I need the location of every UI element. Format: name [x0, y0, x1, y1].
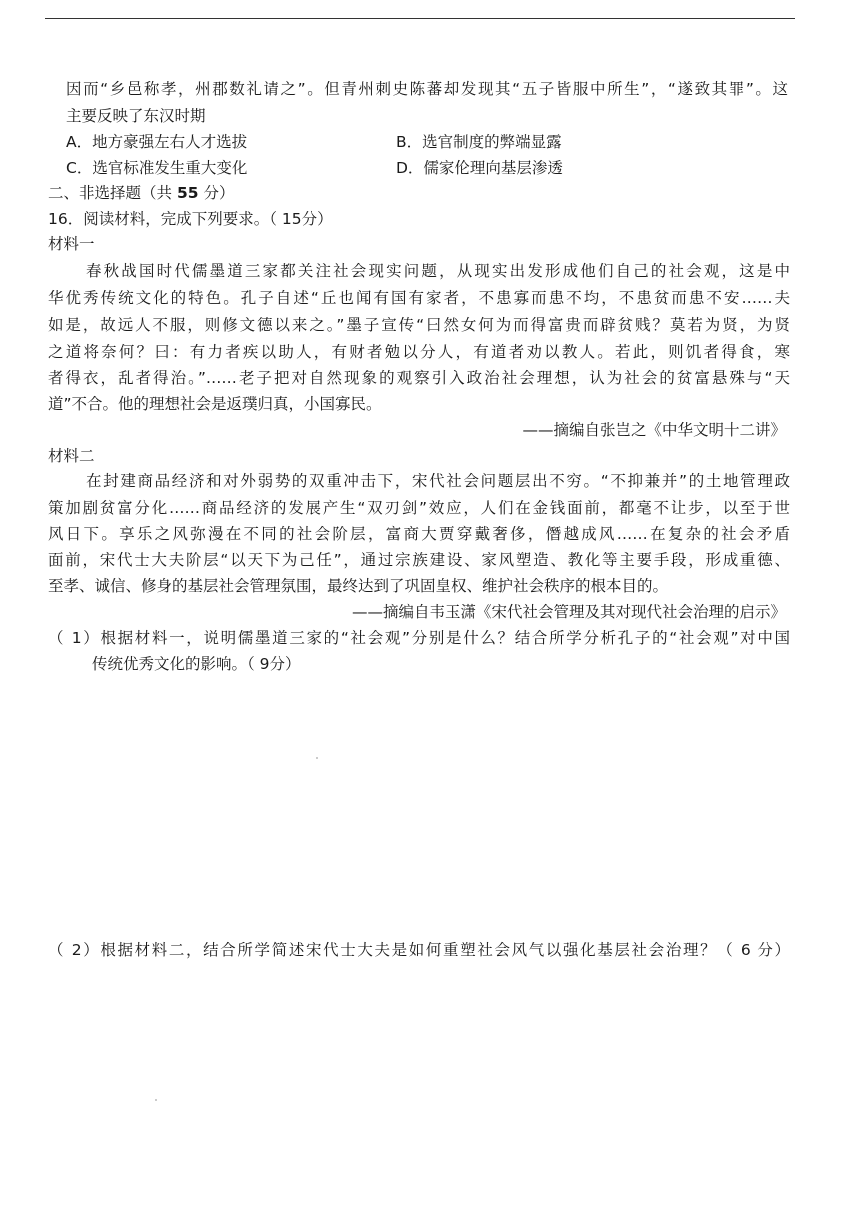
- material-1-line: 华优秀传统文化的特色。孔子自述“丘也闻有国有家者，不患寡而患不均，不患贫而患不安……夫: [48, 289, 790, 307]
- section-heading-prefix: 二、非选择题（共: [48, 184, 177, 202]
- material-1-line: 道”不合。他的理想社会是返璞归真，小国寡民。: [48, 395, 382, 413]
- material-2-line: 面前，宋代士大夫阶层“以天下为己任”，通过宗族建设、家风塑造、教化等主要手段，形成重德、: [48, 551, 790, 569]
- q15-option-d: D．儒家伦理向基层渗透: [396, 159, 563, 177]
- material-1-line: 如是，故远人不服，则修文德以来之。”墨子宣传“曰然女何为而得富贵而辟贫贱？莫若为贤，为贤: [48, 316, 790, 334]
- section-heading-score: 55: [176, 184, 199, 202]
- material-2-line: 在封建商品经济和对外弱势的双重冲击下，宋代社会问题层出不穷。“不抑兼并”的土地管理政: [86, 472, 790, 490]
- material-1-source: ——摘编自张岂之《中华文明十二讲》: [522, 421, 786, 439]
- q15-option-b: B．选官制度的弊端显露: [396, 133, 562, 151]
- section-heading-suffix: 分）: [198, 184, 235, 202]
- sub-question-2: （ 2）根据材料二，结合所学简述宋代士大夫是如何重塑社会风气以强化基层社会治理？（ 6 分）: [48, 941, 790, 959]
- material-1-line: 春秋战国时代儒墨道三家都关注社会现实问题，从现实出发形成他们自己的社会观，这是中: [86, 262, 790, 280]
- material-2-source: ——摘编自韦玉潇《宋代社会管理及其对现代社会治理的启示》: [351, 603, 786, 621]
- material-2-line: 策加剧贫富分化……商品经济的发展产生“双刃剑”效应，人们在金钱面前，都毫不让步，以至于世: [48, 499, 790, 517]
- material-1-line: 者得衣，乱者得治。”……老子把对自然现象的观察引入政治社会理想，认为社会的贫富悬殊与“天: [48, 369, 790, 387]
- material-1-label: 材料一: [48, 235, 95, 253]
- material-1-line: 之道将奈何？曰：有力者疾以助人，有财者勉以分人，有道者劝以教人。若此，则饥者得食，寒: [48, 343, 790, 361]
- header-rule: [45, 18, 795, 19]
- material-2-line: 至孝、诚信、修身的基层社会管理氛围，最终达到了巩固皇权、维护社会秩序的根本目的。: [48, 577, 669, 595]
- q16-intro: 16．阅读材料，完成下列要求。（ 15分）: [48, 210, 333, 228]
- scan-speck: [316, 757, 318, 759]
- scan-speck: [155, 1099, 157, 1101]
- material-2-label: 材料二: [48, 447, 95, 465]
- sub-question-1-line-1: （ 1）根据材料一，说明儒墨道三家的“社会观”分别是什么？结合所学分析孔子的“社会观”对中国: [48, 629, 790, 647]
- section-heading: [48, 181, 234, 205]
- q15-option-c: C．选官标准发生重大变化: [66, 159, 248, 177]
- q15-option-a: A．地方豪强左右人才选拔: [66, 133, 248, 151]
- material-2-line: 风日下。享乐之风弥漫在不同的社会阶层，富商大贾穿戴奢侈，僭越成风……在复杂的社会矛盾: [48, 525, 790, 543]
- q15-stem-line-1: 因而“乡邑称孝，州郡数礼请之”。但青州刺史陈蕃却发现其“五子皆服中所生”，“遂致其罪”。这: [66, 80, 788, 98]
- q15-stem-line-2: 主要反映了东汉时期: [66, 107, 206, 125]
- sub-question-1-line-2: 传统优秀文化的影响。（ 9分）: [92, 655, 301, 673]
